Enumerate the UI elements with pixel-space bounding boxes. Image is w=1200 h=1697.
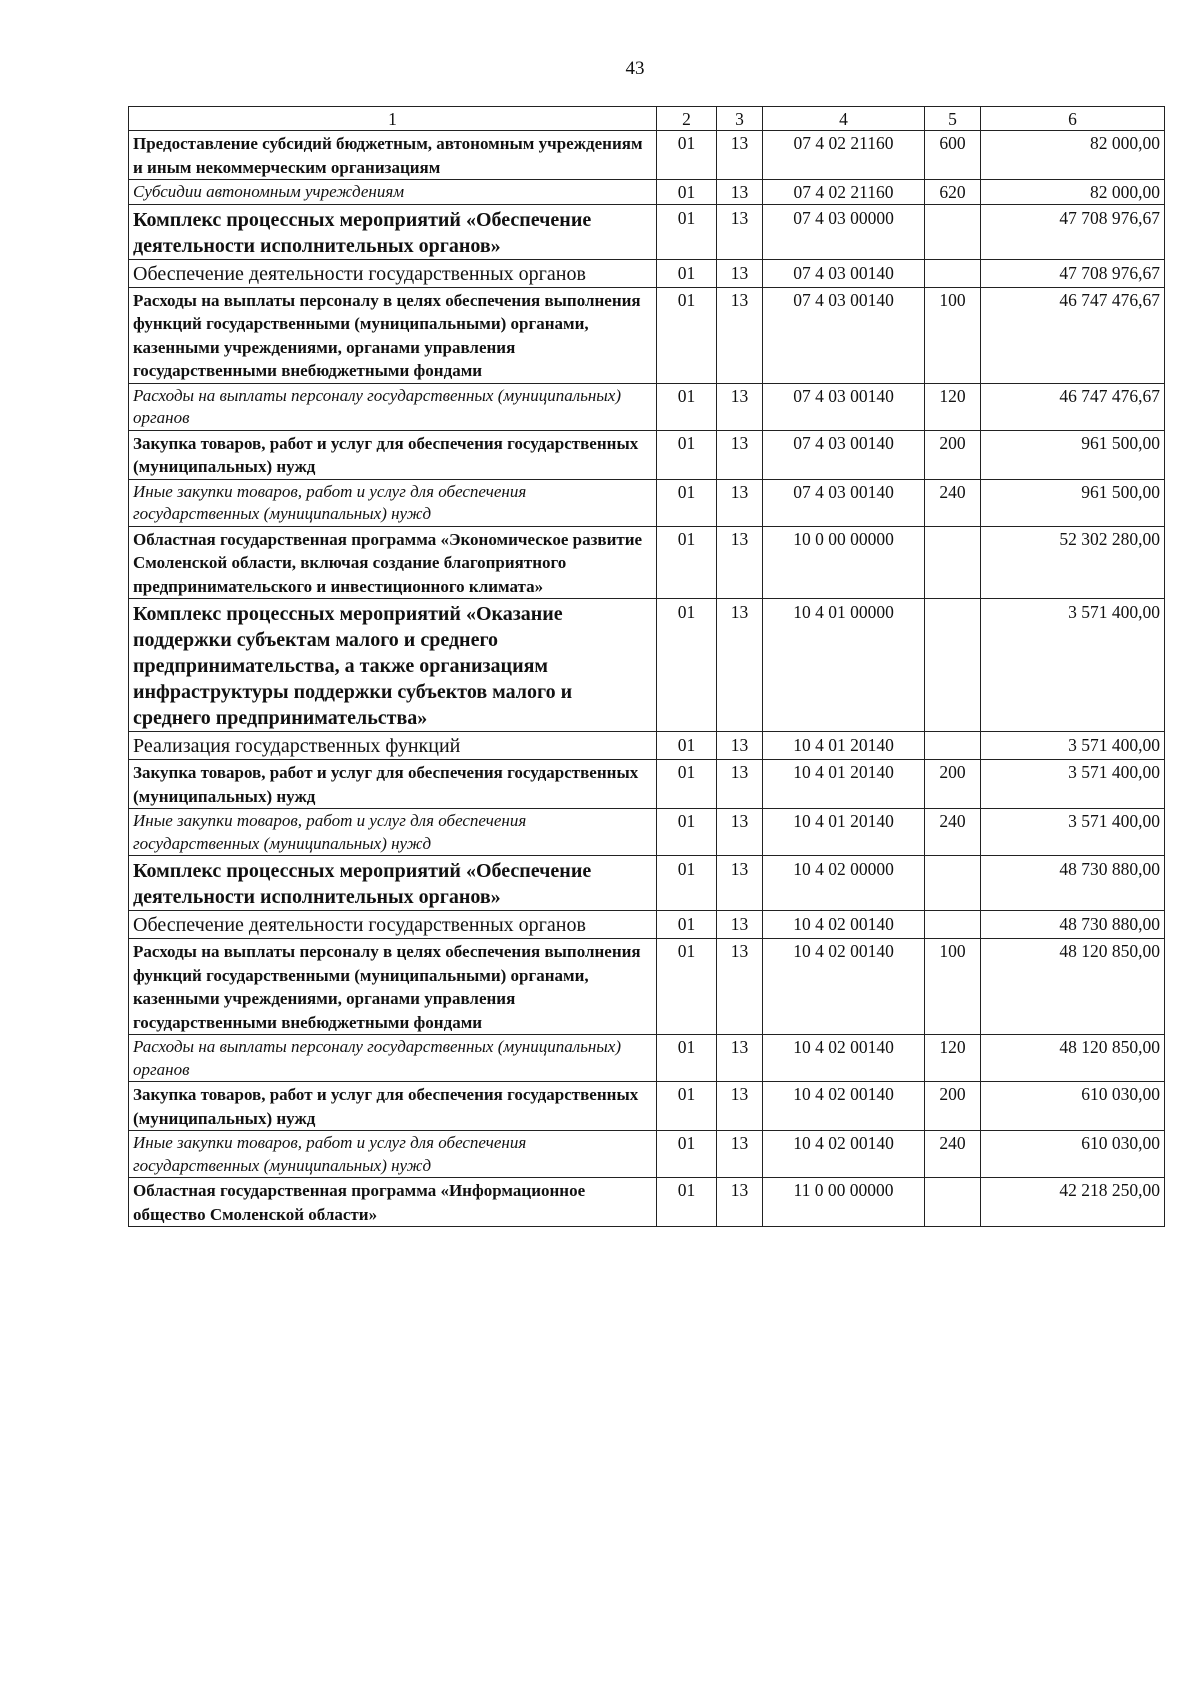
amount-cell: 48 730 880,00 <box>981 856 1165 911</box>
table-row <box>129 1178 1165 1227</box>
subsection-code-cell: 13 <box>717 1178 763 1227</box>
amount-cell: 610 030,00 <box>981 1131 1165 1178</box>
expense-type-cell: 600 <box>925 131 981 180</box>
expense-type-cell <box>925 204 981 259</box>
section-code-cell: 01 <box>657 939 717 1035</box>
section-code-cell: 01 <box>657 1131 717 1178</box>
table-row <box>129 939 1165 1035</box>
table-row <box>129 180 1165 205</box>
table-row <box>129 430 1165 479</box>
section-code-cell: 01 <box>657 732 717 760</box>
row-name-cell: Обеспечение деятельности государственных органов <box>129 259 657 287</box>
table-row <box>129 856 1165 911</box>
subsection-code-cell: 13 <box>717 911 763 939</box>
expense-type-cell: 200 <box>925 430 981 479</box>
section-code-cell: 01 <box>657 131 717 180</box>
amount-cell: 46 747 476,67 <box>981 287 1165 383</box>
table-row <box>129 1035 1165 1082</box>
header-col-5: 5 <box>925 107 981 131</box>
expense-type-cell: 120 <box>925 383 981 430</box>
table-row <box>129 911 1165 939</box>
target-article-cell: 10 4 02 00140 <box>763 1082 925 1131</box>
subsection-code-cell: 13 <box>717 809 763 856</box>
amount-cell: 47 708 976,67 <box>981 204 1165 259</box>
section-code-cell: 01 <box>657 526 717 599</box>
row-name-cell: Расходы на выплаты персоналу государственных (муниципальных) органов <box>129 383 657 430</box>
amount-cell: 82 000,00 <box>981 180 1165 205</box>
expense-type-cell <box>925 856 981 911</box>
amount-cell: 42 218 250,00 <box>981 1178 1165 1227</box>
row-name-cell: Комплекс процессных мероприятий «Обеспечение деятельности исполнительных органов» <box>129 856 657 911</box>
amount-cell: 3 571 400,00 <box>981 760 1165 809</box>
expense-type-cell <box>925 911 981 939</box>
table-header-row <box>129 107 1165 131</box>
row-name-cell: Расходы на выплаты персоналу в целях обеспечения выполнения функций государственными (муниципальными) органами, казенными учреждениями, органами управления государственными внебюджетными фондами <box>129 939 657 1035</box>
subsection-code-cell: 13 <box>717 1131 763 1178</box>
expense-type-cell: 240 <box>925 809 981 856</box>
table-row <box>129 599 1165 732</box>
table-row <box>129 1082 1165 1131</box>
target-article-cell: 10 4 02 00140 <box>763 939 925 1035</box>
target-article-cell: 10 4 01 20140 <box>763 732 925 760</box>
row-name-cell: Закупка товаров, работ и услуг для обеспечения государственных (муниципальных) нужд <box>129 1082 657 1131</box>
target-article-cell: 07 4 03 00140 <box>763 479 925 526</box>
row-name-cell: Иные закупки товаров, работ и услуг для обеспечения государственных (муниципальных) нужд <box>129 809 657 856</box>
table-row <box>129 204 1165 259</box>
row-name-cell: Областная государственная программа «Экономическое развитие Смоленской области, включая создание благоприятного предпринимательского и инвестиционного климата» <box>129 526 657 599</box>
header-col-6: 6 <box>981 107 1165 131</box>
subsection-code-cell: 13 <box>717 732 763 760</box>
row-name-cell: Расходы на выплаты персоналу государственных (муниципальных) органов <box>129 1035 657 1082</box>
target-article-cell: 10 4 02 00000 <box>763 856 925 911</box>
expense-type-cell: 120 <box>925 1035 981 1082</box>
header-col-1: 1 <box>129 107 657 131</box>
amount-cell: 3 571 400,00 <box>981 732 1165 760</box>
table-row <box>129 526 1165 599</box>
amount-cell: 48 120 850,00 <box>981 1035 1165 1082</box>
section-code-cell: 01 <box>657 1178 717 1227</box>
amount-cell: 52 302 280,00 <box>981 526 1165 599</box>
subsection-code-cell: 13 <box>717 180 763 205</box>
row-name-cell: Областная государственная программа «Информационное общество Смоленской области» <box>129 1178 657 1227</box>
amount-cell: 3 571 400,00 <box>981 599 1165 732</box>
amount-cell: 82 000,00 <box>981 131 1165 180</box>
row-name-cell: Закупка товаров, работ и услуг для обеспечения государственных (муниципальных) нужд <box>129 760 657 809</box>
header-col-4: 4 <box>763 107 925 131</box>
subsection-code-cell: 13 <box>717 430 763 479</box>
subsection-code-cell: 13 <box>717 1035 763 1082</box>
section-code-cell: 01 <box>657 383 717 430</box>
subsection-code-cell: 13 <box>717 1082 763 1131</box>
section-code-cell: 01 <box>657 287 717 383</box>
target-article-cell: 10 4 01 20140 <box>763 809 925 856</box>
row-name-cell: Субсидии автономным учреждениям <box>129 180 657 205</box>
section-code-cell: 01 <box>657 911 717 939</box>
amount-cell: 48 730 880,00 <box>981 911 1165 939</box>
expense-type-cell <box>925 526 981 599</box>
expense-type-cell <box>925 1178 981 1227</box>
expense-type-cell: 200 <box>925 1082 981 1131</box>
table-row <box>129 383 1165 430</box>
amount-cell: 3 571 400,00 <box>981 809 1165 856</box>
section-code-cell: 01 <box>657 430 717 479</box>
row-name-cell: Комплекс процессных мероприятий «Обеспечение деятельности исполнительных органов» <box>129 204 657 259</box>
table-body <box>129 131 1165 1227</box>
table-row <box>129 287 1165 383</box>
row-name-cell: Комплекс процессных мероприятий «Оказание поддержки субъектам малого и среднего предпринимательства, а также организациям инфраструктуры поддержки субъектов малого и среднего предпринимательства» <box>129 599 657 732</box>
target-article-cell: 07 4 03 00140 <box>763 287 925 383</box>
expense-type-cell: 100 <box>925 287 981 383</box>
subsection-code-cell: 13 <box>717 526 763 599</box>
table-row <box>129 259 1165 287</box>
target-article-cell: 10 4 01 00000 <box>763 599 925 732</box>
row-name-cell: Реализация государственных функций <box>129 732 657 760</box>
row-name-cell: Иные закупки товаров, работ и услуг для обеспечения государственных (муниципальных) нужд <box>129 479 657 526</box>
table-row <box>129 479 1165 526</box>
target-article-cell: 11 0 00 00000 <box>763 1178 925 1227</box>
header-col-2: 2 <box>657 107 717 131</box>
amount-cell: 961 500,00 <box>981 479 1165 526</box>
target-article-cell: 07 4 02 21160 <box>763 180 925 205</box>
subsection-code-cell: 13 <box>717 383 763 430</box>
target-article-cell: 10 0 00 00000 <box>763 526 925 599</box>
subsection-code-cell: 13 <box>717 599 763 732</box>
amount-cell: 48 120 850,00 <box>981 939 1165 1035</box>
target-article-cell: 10 4 02 00140 <box>763 911 925 939</box>
expense-type-cell: 100 <box>925 939 981 1035</box>
expense-type-cell: 200 <box>925 760 981 809</box>
row-name-cell: Предоставление субсидий бюджетным, автономным учреждениям и иным некоммерческим организациям <box>129 131 657 180</box>
row-name-cell: Иные закупки товаров, работ и услуг для обеспечения государственных (муниципальных) нужд <box>129 1131 657 1178</box>
target-article-cell: 10 4 02 00140 <box>763 1131 925 1178</box>
section-code-cell: 01 <box>657 180 717 205</box>
section-code-cell: 01 <box>657 1082 717 1131</box>
header-col-3: 3 <box>717 107 763 131</box>
section-code-cell: 01 <box>657 856 717 911</box>
amount-cell: 610 030,00 <box>981 1082 1165 1131</box>
expense-type-cell: 620 <box>925 180 981 205</box>
subsection-code-cell: 13 <box>717 204 763 259</box>
table-row <box>129 1131 1165 1178</box>
section-code-cell: 01 <box>657 479 717 526</box>
expense-type-cell <box>925 599 981 732</box>
section-code-cell: 01 <box>657 599 717 732</box>
subsection-code-cell: 13 <box>717 259 763 287</box>
table-row <box>129 760 1165 809</box>
amount-cell: 46 747 476,67 <box>981 383 1165 430</box>
row-name-cell: Расходы на выплаты персоналу в целях обеспечения выполнения функций государственными (муниципальными) органами, казенными учреждениями, органами управления государственными внебюджетными фондами <box>129 287 657 383</box>
page-number: 43 <box>625 58 645 79</box>
target-article-cell: 07 4 02 21160 <box>763 131 925 180</box>
subsection-code-cell: 13 <box>717 760 763 809</box>
section-code-cell: 01 <box>657 259 717 287</box>
subsection-code-cell: 13 <box>717 856 763 911</box>
amount-cell: 961 500,00 <box>981 430 1165 479</box>
row-name-cell: Обеспечение деятельности государственных органов <box>129 911 657 939</box>
target-article-cell: 07 4 03 00140 <box>763 383 925 430</box>
subsection-code-cell: 13 <box>717 479 763 526</box>
target-article-cell: 07 4 03 00000 <box>763 204 925 259</box>
subsection-code-cell: 13 <box>717 287 763 383</box>
expense-type-cell: 240 <box>925 479 981 526</box>
target-article-cell: 07 4 03 00140 <box>763 430 925 479</box>
subsection-code-cell: 13 <box>717 939 763 1035</box>
amount-cell: 47 708 976,67 <box>981 259 1165 287</box>
table-row <box>129 732 1165 760</box>
section-code-cell: 01 <box>657 760 717 809</box>
expense-type-cell <box>925 732 981 760</box>
budget-table <box>128 106 1165 1227</box>
expense-type-cell: 240 <box>925 1131 981 1178</box>
expense-type-cell <box>925 259 981 287</box>
table-row <box>129 131 1165 180</box>
section-code-cell: 01 <box>657 1035 717 1082</box>
section-code-cell: 01 <box>657 204 717 259</box>
row-name-cell: Закупка товаров, работ и услуг для обеспечения государственных (муниципальных) нужд <box>129 430 657 479</box>
section-code-cell: 01 <box>657 809 717 856</box>
target-article-cell: 10 4 01 20140 <box>763 760 925 809</box>
table-row <box>129 809 1165 856</box>
subsection-code-cell: 13 <box>717 131 763 180</box>
target-article-cell: 10 4 02 00140 <box>763 1035 925 1082</box>
target-article-cell: 07 4 03 00140 <box>763 259 925 287</box>
